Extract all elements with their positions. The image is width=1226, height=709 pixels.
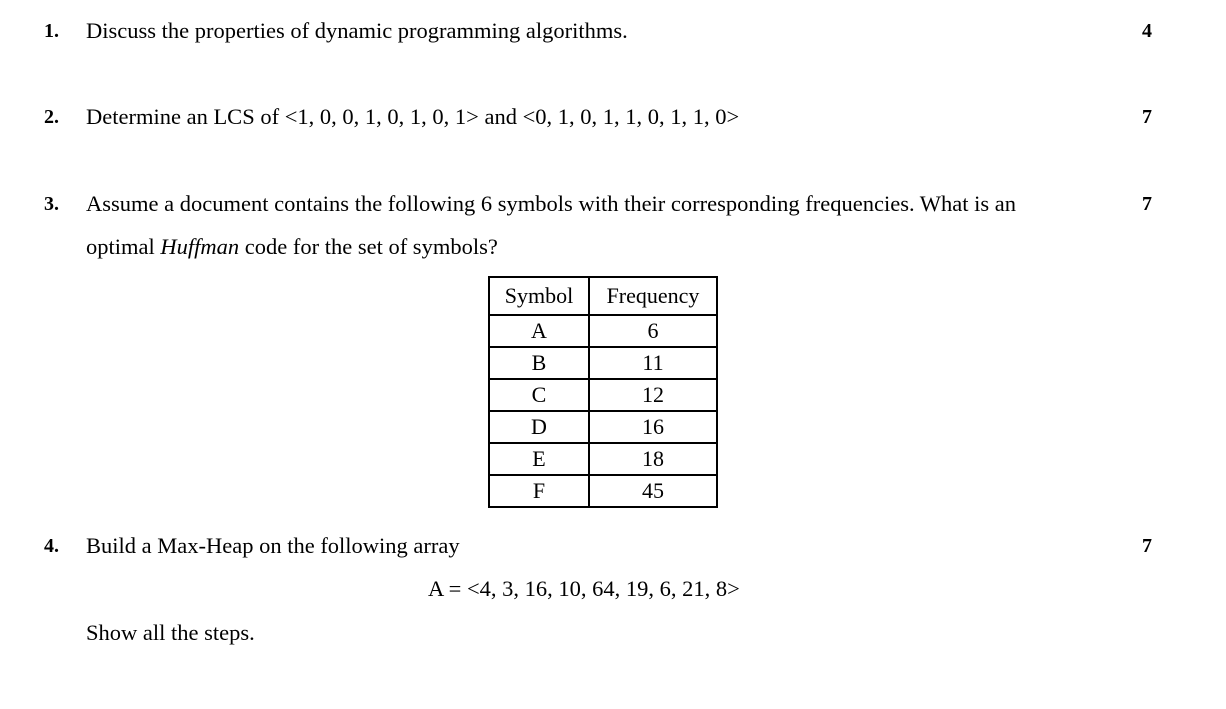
huffman-term: Huffman bbox=[160, 234, 240, 259]
question-text: Determine an LCS of <1, 0, 0, 1, 0, 1, 0, 1> and <0, 1, 0, 1, 1, 0, 1, 1, 0> bbox=[86, 104, 740, 129]
frequency-table bbox=[488, 276, 718, 508]
frequency-cell: 12 bbox=[589, 379, 717, 411]
question-text: Discuss the properties of dynamic programming algorithms. bbox=[86, 18, 628, 43]
question-text-line-2 bbox=[86, 234, 498, 260]
table-row bbox=[489, 475, 717, 507]
column-header-frequency: Frequency bbox=[589, 277, 717, 315]
symbol-cell: F bbox=[489, 475, 589, 507]
question-marks: 7 bbox=[1142, 535, 1152, 557]
question-marks: 7 bbox=[1142, 106, 1152, 128]
question-number: 4. bbox=[44, 535, 59, 557]
frequency-cell: 11 bbox=[589, 347, 717, 379]
table-row bbox=[489, 347, 717, 379]
frequency-cell: 18 bbox=[589, 443, 717, 475]
table-row bbox=[489, 411, 717, 443]
question-text: Build a Max-Heap on the following array bbox=[86, 533, 460, 558]
question-number: 1. bbox=[44, 20, 59, 42]
question-marks: 4 bbox=[1142, 20, 1152, 42]
table-header-row bbox=[489, 277, 717, 315]
table-row bbox=[489, 315, 717, 347]
column-header-symbol: Symbol bbox=[489, 277, 589, 315]
question-marks: 7 bbox=[1142, 193, 1152, 215]
frequency-cell: 16 bbox=[589, 411, 717, 443]
symbol-cell: B bbox=[489, 347, 589, 379]
array-definition: A = <4, 3, 16, 10, 64, 19, 6, 21, 8> bbox=[428, 576, 740, 601]
text-segment: optimal bbox=[86, 234, 161, 259]
instruction-text: Show all the steps. bbox=[86, 620, 255, 645]
table-row bbox=[489, 379, 717, 411]
symbol-cell: A bbox=[489, 315, 589, 347]
symbol-cell: E bbox=[489, 443, 589, 475]
table-row bbox=[489, 443, 717, 475]
symbol-cell: C bbox=[489, 379, 589, 411]
frequency-cell: 45 bbox=[589, 475, 717, 507]
frequency-cell: 6 bbox=[589, 315, 717, 347]
question-number: 3. bbox=[44, 193, 59, 215]
text-segment: code for the set of symbols? bbox=[239, 234, 498, 259]
question-text-line-1: Assume a document contains the following 6 symbols with their corresponding frequencies. What is an bbox=[86, 191, 1017, 216]
question-number: 2. bbox=[44, 106, 59, 128]
symbol-cell: D bbox=[489, 411, 589, 443]
